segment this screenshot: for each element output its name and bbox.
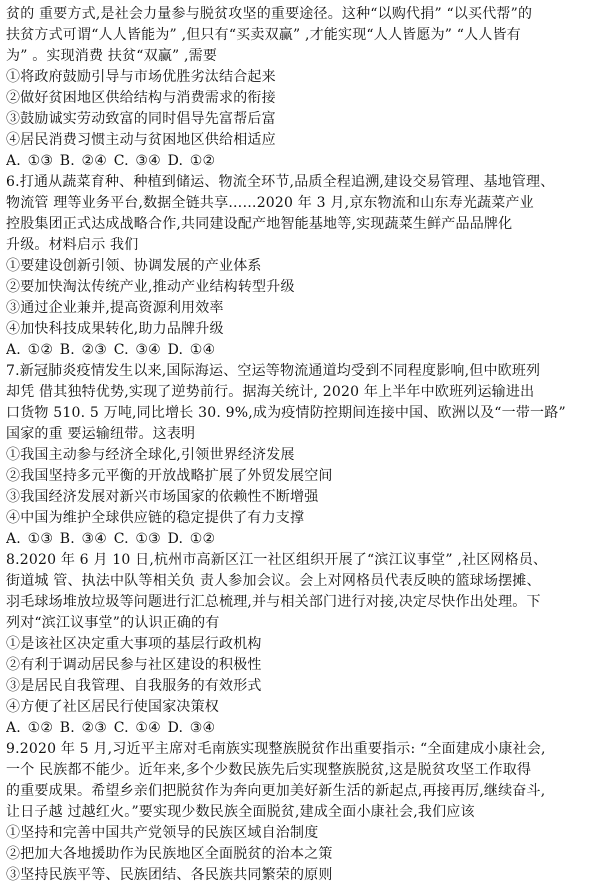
text-line: 贫的 重要方式,是社会力量参与脱贫攻坚的重要途径。这种“以购代捐” “以买代帮”的 xyxy=(6,6,533,22)
question-9-text: 9.2020 年 5 月,习近平主席对毛南族实现整族脱贫作出重要指示: “全面建成小康社会, xyxy=(6,741,546,757)
option-line: ③我国经济发展对新兴市场国家的依赖性不断增强 xyxy=(6,489,319,505)
question-6-text: 升级。材料启示 我们 xyxy=(6,237,139,253)
question-8-text: 羽毛球场堆放垃圾等问题进行汇总梳理,并与相关部门进行对接,决定尽快作出处理。下 xyxy=(6,594,541,610)
question-8-text: 街道城 管、执法中队等相关负 责人参加会议。会上对网格员代表反映的篮球场摆摊、 xyxy=(6,573,541,589)
question-8-text: 8.2020 年 6 月 10 日,杭州市高新区江一社区组织开展了“滨江议事堂” ,社区网格员、 xyxy=(6,552,548,568)
option-line: ③是居民自我管理、自我服务的有效形式 xyxy=(6,678,262,694)
question-7-text: 却凭 借其独特优势,实现了逆势前行。据海关统计, 2020 年上半年中欧班列运输进出 xyxy=(6,384,535,400)
option-line: ④方便了社区居民行使国家决策权 xyxy=(6,699,219,715)
question-7-text: 7.新冠肺炎疫情发生以来,国际海运、空运等物流通道均受到不同程度影响,但中欧班列 xyxy=(6,363,541,379)
question-7-text: 国家的重 要运输纽带。这表明 xyxy=(6,426,196,442)
option-line: ③通过企业兼并,提高资源利用效率 xyxy=(6,300,224,316)
answer-choices: A. ①③ B. ②④ C. ③④ D. ①② xyxy=(6,153,216,169)
answer-choices: A. ①③ B. ③④ C. ①③ D. ①② xyxy=(6,531,216,547)
option-line: ②做好贫困地区供给结构与消费需求的衔接 xyxy=(6,90,276,106)
option-line: ②要加快淘汰传统产业,推动产业结构转型升级 xyxy=(6,279,295,295)
option-line: ④加快科技成果转化,助力品牌升级 xyxy=(6,321,224,337)
question-6-text: 控股集团正式达成战略合作,共同建设配产地智能基地等,实现蔬菜生鲜产品品牌化 xyxy=(6,216,513,232)
question-9-text: 一个 民族都不能少。近年来,多个少数民族先后实现整族脱贫,这是脱贫攻坚工作取得 xyxy=(6,762,532,778)
option-line: ③坚持民族平等、民族团结、各民族共同繁荣的原则 xyxy=(6,867,333,883)
option-line: ①是该社区决定重大事项的基层行政机构 xyxy=(6,636,262,652)
option-line: ①要建设创新引领、协调发展的产业体系 xyxy=(6,258,262,274)
option-line: ②有利于调动居民参与社区建设的积极性 xyxy=(6,657,262,673)
option-line: ③鼓励诚实劳动致富的同时倡导先富帮后富 xyxy=(6,111,276,127)
option-line: ②把加大各地援助作为民族地区全面脱贫的治本之策 xyxy=(6,846,333,862)
answer-choices: A. ①② B. ②③ C. ③④ D. ①④ xyxy=(6,342,216,358)
question-8-text: 列对“滨江议事堂”的认识正确的有 xyxy=(6,615,220,631)
question-7-text: 口货物 510. 5 万吨,同比增长 30. 9%,成为疫情防控期间连接中国、欧洲以及“一带一路” xyxy=(6,405,566,421)
question-9-text: 的重要成果。希望乡亲们把脱贫作为奔向更加美好新生活的新起点,再接再厉,继续奋斗, xyxy=(6,783,546,799)
option-line: ④居民消费习惯主动与贫困地区供给相适应 xyxy=(6,132,276,148)
option-line: ④中国为维护全球供应链的稳定提供了有力支撑 xyxy=(6,510,305,526)
text-line: 为” 。实现消费 扶贫“双赢” ,需要 xyxy=(6,48,218,64)
option-line: ②我国坚持多元平衡的开放战略扩展了外贸发展空间 xyxy=(6,468,333,484)
option-line: ①我国主动参与经济全球化,引领世界经济发展 xyxy=(6,447,295,463)
question-6-text: 物流管 理等业务平台,数据全链共享……2020 年 3 月,京东物流和山东寿光蔬菜产业 xyxy=(6,195,534,211)
option-line: ①坚持和完善中国共产党领导的民族区域自治制度 xyxy=(6,825,319,841)
text-line: 扶贫方式可谓“人人皆能为” ,但只有“买卖双赢” ,才能实现“人人皆愿为” “人人皆有 xyxy=(6,27,521,43)
answer-choices: A. ①② B. ②③ C. ①④ D. ③④ xyxy=(6,720,216,736)
question-6-text: 6.打通从蔬菜育种、种植到储运、物流全环节,品质全程追溯,建设交易管理、基地管理、 xyxy=(6,174,555,190)
question-9-text: 让日子越 过越红火。”要实现少数民族全面脱贫,建成全面小康社会,我们应该 xyxy=(6,804,475,820)
option-line: ①将政府鼓励引导与市场优胜劣汰结合起来 xyxy=(6,69,276,85)
